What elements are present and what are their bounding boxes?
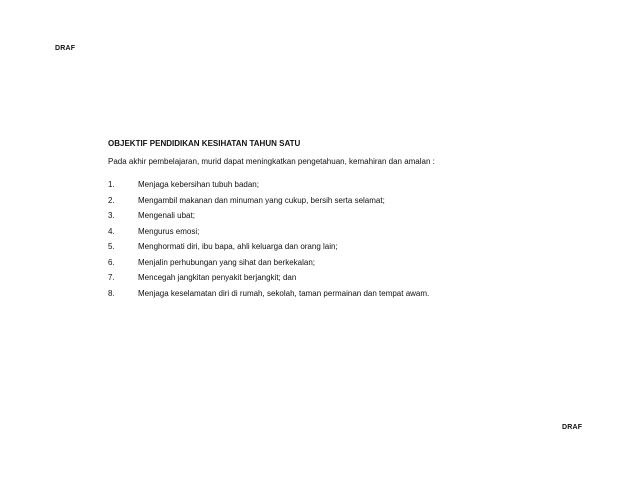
list-item [108, 242, 588, 258]
document-body [108, 139, 588, 304]
draft-label-bottom: DRAF [562, 424, 583, 431]
page-title: OBJEKTIF PENDIDIKAN KESIHATAN TAHUN SATU [108, 139, 301, 148]
list-item [108, 273, 588, 289]
list-item-text: Menjalin perhubungan yang sihat dan berkekalan; [138, 257, 316, 267]
list-item-text: Menjaga keselamatan diri di rumah, sekolah, taman permainan dan tempat awam. [138, 288, 430, 298]
list-item-number: 1. [108, 180, 115, 189]
list-item [108, 180, 588, 196]
list-item-text: Mengenali ubat; [138, 211, 195, 220]
list-item [108, 196, 588, 212]
intro-paragraph: Pada akhir pembelajaran, murid dapat meningkatkan pengetahuan, kemahiran dan amalan : [108, 157, 435, 166]
list-item [108, 258, 588, 274]
list-item [108, 211, 588, 227]
list-item-number: 2. [108, 195, 115, 205]
list-item [108, 227, 588, 243]
list-item-number: 8. [108, 288, 115, 298]
list-item-text: Mengambil makanan dan minuman yang cukup, bersih serta selamat; [138, 195, 385, 205]
objectives-list [108, 180, 588, 304]
list-item-number: 6. [108, 257, 115, 267]
list-item-text: Menghormati diri, ibu bapa, ahli keluarga dan orang lain; [138, 242, 338, 251]
list-item-number: 5. [108, 242, 115, 251]
list-item-number: 4. [108, 226, 115, 236]
draft-label-top: DRAF [55, 45, 76, 52]
list-item-text: Mengurus emosi; [138, 226, 200, 236]
list-item-number: 7. [108, 273, 115, 282]
list-item [108, 289, 588, 305]
list-item-text: Mencegah jangkitan penyakit berjangkit; dan [138, 273, 297, 282]
list-item-number: 3. [108, 211, 115, 220]
list-item-text: Menjaga kebersihan tubuh badan; [138, 180, 259, 189]
